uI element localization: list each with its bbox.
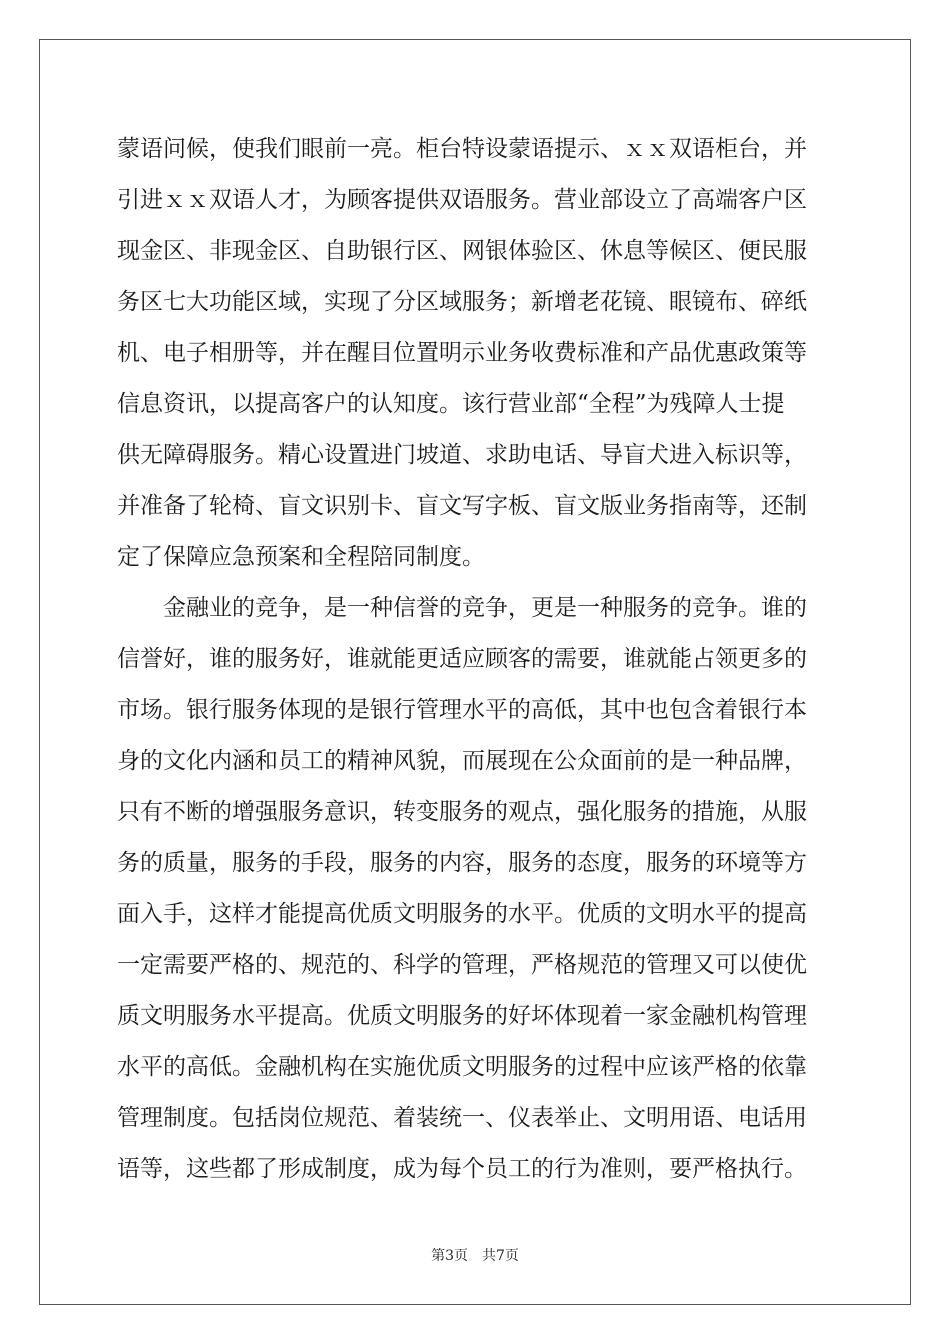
text-line: 面入手，这样才能提高优质文明服务的水平。优质的文明水平的提高 xyxy=(117,901,807,927)
text-line: 机、电子相册等，并在醒目位置明示业务收费标准和产品优惠政策等 xyxy=(117,340,807,366)
text-line: 务的质量，服务的手段，服务的内容，服务的态度，服务的环境等方 xyxy=(117,850,807,876)
text-line: 信息资讯，以提高客户的认知度。该行营业部“全程”为残障人士提 xyxy=(117,391,785,417)
page-number: 第3页 xyxy=(431,1248,468,1264)
text-line: 只有不断的增强服务意识，转变服务的观点，强化服务的措施，从服 xyxy=(117,799,807,825)
text-line: 引进ｘｘ双语人才，为顾客提供双语服务。营业部设立了高端客户区 xyxy=(117,187,807,213)
text-line: 金融业的竞争，是一种信誉的竞争，更是一种服务的竞争。谁的 xyxy=(163,595,807,621)
page-footer xyxy=(0,1245,950,1265)
text-line: 蒙语问候，使我们眼前一亮。柜台特设蒙语提示、ｘｘ双语柜台，并 xyxy=(117,136,807,162)
text-line: 身的文化内涵和员工的精神风貌，而展现在公众面前的是一种品牌， xyxy=(117,748,807,774)
text-line: 质文明服务水平提高。优质文明服务的好坏体现着一家金融机构管理 xyxy=(117,1003,807,1029)
text-line: 管理制度。包括岗位规范、着装统一、仪表举止、文明用语、电话用 xyxy=(117,1105,807,1131)
text-line: 信誉好，谁的服务好，谁就能更适应顾客的需要，谁就能占领更多的 xyxy=(117,646,807,672)
text-line: 现金区、非现金区、自助银行区、网银体验区、休息等候区、便民服 xyxy=(117,238,807,264)
text-line: 定了保障应急预案和全程陪同制度。 xyxy=(117,544,485,570)
text-line: 务区七大功能区域，实现了分区域服务；新增老花镜、眼镜布、碎纸 xyxy=(117,289,807,315)
text-line: 并准备了轮椅、盲文识别卡、盲文写字板、盲文版业务指南等，还制 xyxy=(117,493,807,519)
text-line: 一定需要严格的、规范的、科学的管理，严格规范的管理又可以使优 xyxy=(117,952,807,978)
text-line: 语等，这些都了形成制度，成为每个员工的行为准则，要严格执行。 xyxy=(117,1156,807,1182)
text-line: 水平的高低。金融机构在实施优质文明服务的过程中应该严格的依靠 xyxy=(117,1054,807,1080)
page-total: 共7页 xyxy=(482,1248,519,1264)
text-line: 供无障碍服务。精心设置进门坡道、求助电话、导盲犬进入标识等， xyxy=(117,442,807,468)
document-body xyxy=(117,124,835,1195)
text-line: 市场。银行服务体现的是银行管理水平的高低，其中也包含着银行本 xyxy=(117,697,807,723)
